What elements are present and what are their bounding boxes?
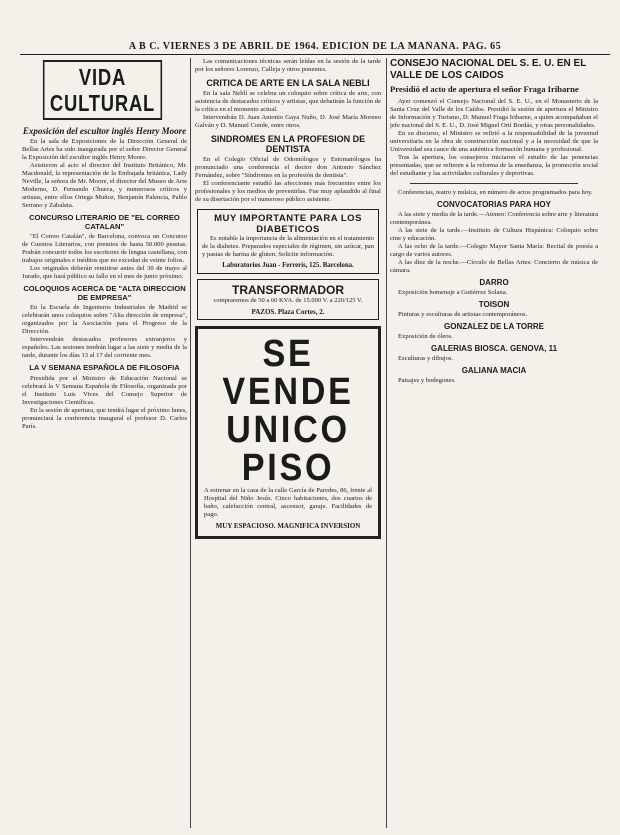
article-paragraph: Presidida por el Ministro de Educación Nacional se celebrará la V Semana Española de Filosofía, organizada por el Instituto Luis Vives del Consejo Superior de Investigaciones Científicas. <box>22 374 187 406</box>
article-subtitle: Presidió el acto de apertura el señor Fraga Iribarne <box>390 84 579 94</box>
article-paragraph: El conferenciante estudió las afecciones más frecuentes entre los profesionales y los medios de prevenirlas. Fue muy aplaudido al final de su disertación por el numeroso público asistente. <box>195 180 381 203</box>
gallery-text: Pinturas y esculturas de artistas contemporáneos. <box>398 311 528 318</box>
column-3 <box>390 58 598 828</box>
article-paragraph: Los originales deberán remitirse antes del 30 de mayo al Jurado, que hará público su fallo en el mes de junio próximo. <box>22 265 187 281</box>
article-paragraph: En la Escuela de Ingenieros Industriales de Madrid se celebrarán unos coloquios sobre "Alta dirección de empresa", organizados por la Asociación para el Progreso de la Dirección. <box>22 304 187 336</box>
article-paragraph: En la sala Neblí se celebra un coloquio sobre crítica de arte, con asistencia de destacados críticos y artistas, que debatirán la función de la crítica en el momento actual. <box>195 90 381 113</box>
ad-transformer <box>197 279 379 320</box>
list-item: A las ocho de la tarde.—Colegio Mayor Santa María: Recital de poesía a cargo de varios autores. <box>390 243 598 258</box>
ad-diabetics <box>197 209 379 274</box>
ad-text: Es notable la importancia de la alimentación en el tratamiento de la diabetes. Preparados especiales de régimen, sin azúcar, pan y pastas de harina de gluten. Solicite información. <box>202 235 374 258</box>
list-item: A las siete y media de la tarde.—Ateneo: Conferencia sobre arte y literatura contemporánea. <box>390 211 598 226</box>
gallery-name: DARRO <box>479 278 509 287</box>
article-paragraph: Intervendrán destacados profesores extranjeros y españoles. Las sesiones tendrán lugar a las siete y media de la tarde, durante los días 13 al 17 del corriente mes. <box>22 336 187 360</box>
gallery-text: Exposición de óleos. <box>398 333 453 340</box>
ad-text: A estrenar en la casa de la calle García de Paredes, 86, frente al Hospital del Niño Jesús. Cinco habitaciones, dos cuartos de baño, calefacción central, ascensor, garaje. Facilidades de pago. <box>204 487 372 518</box>
article-paragraph: Ayer comenzó el Consejo Nacional del S. E. U., en el Monasterio de la Santa Cruz del Valle de los Caídos. Presidió la sesión de apertura el Ministro de Información y Turismo, D. Manuel Fraga Iribarne, a quien acompañaban el jefe nacional del S. E. U., D. José Miguel Ortí Bordás, y otras personalidades. <box>390 98 598 129</box>
article-paragraph: En su discurso, el Ministro se refirió a la responsabilidad de la juventud universitaria en la obra de construcción nacional y a la necesidad de que la Universidad sea cauce de una auténtica formación humana y profesional. <box>390 130 598 153</box>
list-item: A las siete de la tarde.—Instituto de Cultura Hispánica: Coloquio sobre cine y educación. <box>390 227 598 242</box>
article-paragraph: En la sala de Exposiciones de la Dirección General de Bellas Artes ha sido inaugurada por el señor Director General la Exposición del escultor inglés Henry Moore. <box>22 138 187 161</box>
divider <box>410 183 578 184</box>
article-title: CONSEJO NACIONAL DEL S. E. U. EN EL VALLE DE LOS CAIDOS <box>390 58 587 81</box>
gallery-text: Paisajes y bodegones. <box>398 377 456 384</box>
ad-title: MUY IMPORTANTE PARA LOS DIABETICOS <box>214 213 362 235</box>
article-title: SINDROMES EN LA PROFESION DE DENTISTA <box>210 134 366 154</box>
list-item: A las diez de la noche.—Círculo de Bellas Artes: Concierto de música de cámara. <box>390 259 598 274</box>
page-header: A B C. VIERNES 3 DE ABRIL DE 1964. EDICION DE LA MAÑANA. PAG. 65 <box>128 41 502 52</box>
ad-signature: MUY ESPACIOSO. MAGNIFICA INVERSION <box>215 522 361 530</box>
article-paragraph: Intervendrán D. Juan Antonio Gaya Nuño, D. José María Moreno Galván y D. Manuel Conde, entre otros. <box>195 114 381 129</box>
gallery-name: GONZALEZ DE LA TORRE <box>444 322 544 331</box>
ad-signature: Laboratorios Juan - Ferrerís, 125. Barcelona. <box>222 262 354 269</box>
article-paragraph: Las comunicaciones técnicas serán leídas en la sesión de la tarde por los señores Lorenzo, Calleja y otros ponentes. <box>195 58 381 73</box>
gallery-name: GALERIAS BIOSCA. GENOVA, 11 <box>430 344 558 353</box>
article-paragraph: Conferencias, teatro y música, en número de actos programados para hoy. <box>398 189 593 196</box>
column-rule-2 <box>386 58 387 828</box>
article-title: CRITICA DE ARTE EN LA SALA NEBLI <box>206 78 370 88</box>
ad-headline: SE VENDE <box>222 333 354 413</box>
section-heading: CONVOCATORIAS PARA HOY <box>437 200 551 209</box>
article-title: LA V SEMANA ESPAÑOLA DE FILOSOFIA <box>29 363 180 373</box>
column-rule-1 <box>190 58 191 828</box>
article-paragraph: En la sesión de apertura, que tendrá lugar el próximo lunes, pronunciará la conferencia inaugural el profesor D. Carlos París. <box>22 406 187 430</box>
ad-contact: PAZOS. Plaza Cortes, 2. <box>251 308 325 316</box>
article-title: COLOQUIOS ACERCA DE "ALTA DIRECCION DE EMPRESA" <box>23 284 186 302</box>
ad-headline: UNICO PISO <box>226 409 350 489</box>
gallery-text: Exposición homenaje a Gutiérrez Solana. <box>398 289 508 296</box>
article-paragraph: "El Correo Catalán", de Barcelona, convoca un Concurso de Cuentos Literarios, con premios de hasta 50.000 pesetas. Podrán concurrir todos los escritores de lengua castellana, con trabajos originales e inéditos que no excedan de veinte folios. <box>22 233 187 265</box>
ad-text: compraremos de 50 a 60 KVA. de 15.000 V. a 220/125 V. <box>213 297 363 304</box>
header-rule <box>20 54 610 55</box>
article-paragraph: Asistieron al acto el director del Instituto Británico, Mr. Macdonald, la representación de la Embajada británica, Lady Neville, la señora de Mr. Moore, el director del Museo de Arte Moderno, D. Fernando Chueca, y numerosos críticos y artistas, entre ellos Ortega Muñoz, Benjamín Palencia, Pablo Serrano y Zabaleta. <box>22 162 187 209</box>
column-1 <box>22 58 187 828</box>
gallery-text: Esculturas y dibujos. <box>398 355 454 362</box>
article-paragraph: En el Colegio Oficial de Odontólogos y Estomatólogos ha pronunciado una conferencia el doctor don Antonio Sánchez Fernández, sobre "Síndromes en la profesión de dentista". <box>195 156 381 179</box>
article-title: Exposición del escultor inglés Henry Moore <box>22 126 187 136</box>
ad-title: TRANSFORMADOR <box>232 283 344 297</box>
gallery-name: GALIANA MACIA <box>461 366 527 375</box>
gallery-name: TOISON <box>478 300 510 309</box>
ad-apartment-sale <box>195 326 381 539</box>
section-title: VIDA CULTURAL <box>43 60 162 120</box>
column-2 <box>195 58 381 828</box>
article-title: CONCURSO LITERARIO DE "EL CORREO CATALAN" <box>29 213 180 231</box>
article-paragraph: Tras la apertura, los consejeros iniciaron el estudio de las ponencias presentadas, que se refieren a la reforma de la enseñanza, la promoción social del estudiante y las actividades culturales y deportivas. <box>390 154 598 177</box>
